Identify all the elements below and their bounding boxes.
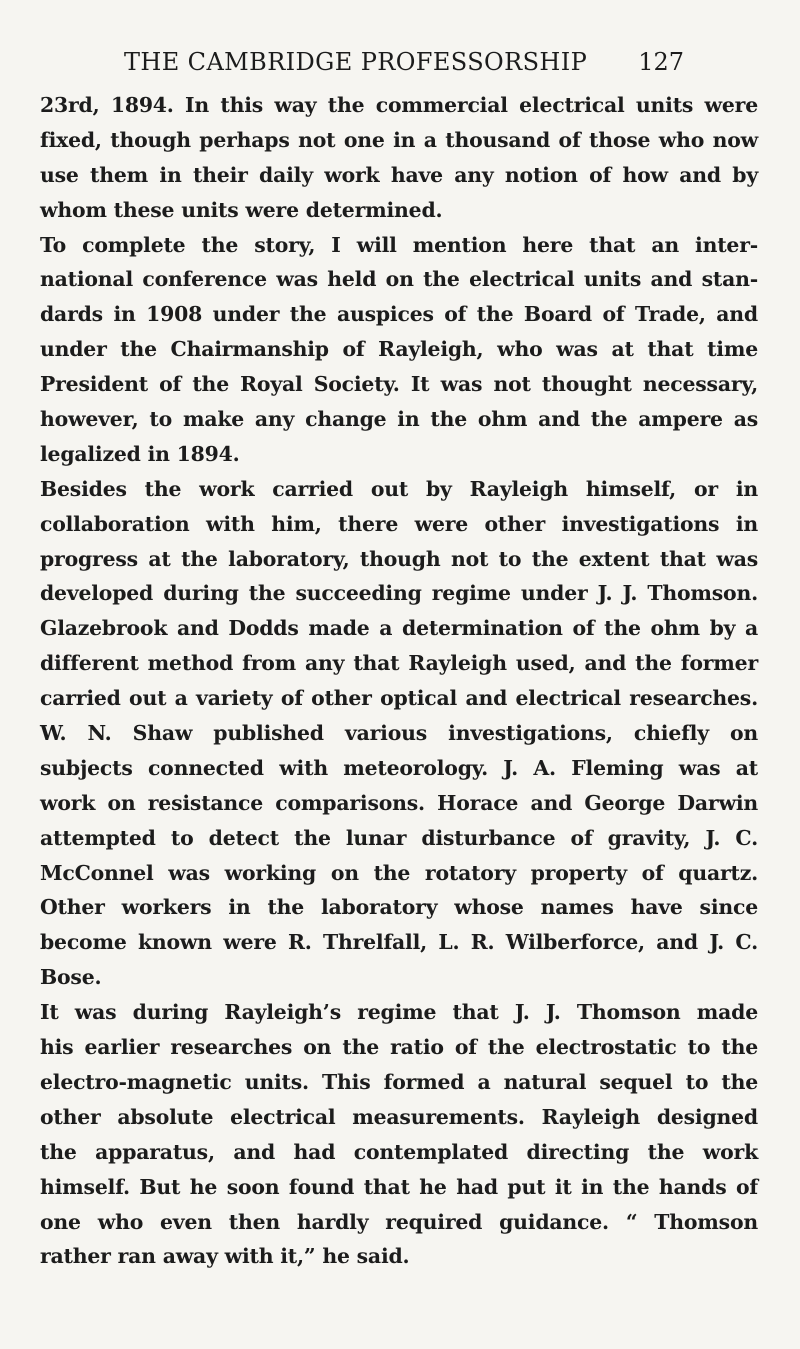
- text-line: whom these units were determined.: [40, 197, 443, 222]
- text-line: collaboration with him, there were other investigations in: [40, 511, 758, 536]
- text-line: his earlier researches on the ratio of the electrostatic to the: [40, 1035, 758, 1060]
- text-line: attempted to detect the lunar disturbance of gravity, J. C.: [40, 825, 758, 850]
- text-line: Glazebrook and Dodds made a determination of the ohm by a: [40, 616, 758, 641]
- text-line: electro-magnetic units. This formed a natural sequel to the: [40, 1069, 758, 1094]
- text-line: the apparatus, and had contemplated directing the work: [40, 1139, 758, 1164]
- text-line: Other workers in the laboratory whose names have since: [40, 895, 758, 920]
- text-line: other absolute electrical measurements. Rayleigh designed: [40, 1104, 758, 1129]
- running-header: [124, 44, 684, 80]
- text-line: however, to make any change in the ohm and the ampere as: [40, 407, 758, 432]
- text-line: use them in their daily work have any notion of how and by: [40, 162, 758, 187]
- running-title: THE CAMBRIDGE PROFESSORSHIP: [124, 48, 588, 76]
- text-line: McConnel was working on the rotatory property of quartz.: [40, 860, 758, 885]
- text-line: himself. But he soon found that he had put it in the hands of: [40, 1174, 758, 1199]
- text-line: under the Chairmanship of Rayleigh, who was at that time: [40, 337, 758, 362]
- text-line: 23rd, 1894. In this way the commercial electrical units were: [40, 93, 758, 117]
- text-line: President of the Royal Society. It was not thought necessary,: [40, 372, 758, 397]
- text-line: subjects connected with meteorology. J. A. Fleming was at: [40, 755, 758, 780]
- text-line: It was during Rayleigh’s regime that J. J. Thomson made: [40, 1000, 758, 1025]
- text-line: carried out a variety of other optical and electrical researches.: [40, 686, 758, 711]
- text-line: W. N. Shaw published various investigations, chiefly on: [40, 721, 758, 746]
- text-line: Besides the work carried out by Rayleigh himself, or in: [40, 476, 758, 501]
- text-line: To complete the story, I will mention here that an inter-: [40, 232, 758, 257]
- body-text: [40, 88, 758, 1274]
- text-line: one who even then hardly required guidance. “ Thomson: [40, 1209, 758, 1234]
- text-line: become known were R. Threlfall, L. R. Wilberforce, and J. C.: [40, 930, 758, 955]
- text-line: national conference was held on the electrical units and stan-: [40, 267, 758, 292]
- text-line: developed during the succeeding regime under J. J. Thomson.: [40, 581, 758, 606]
- text-line: legalized in 1894.: [40, 441, 240, 466]
- text-line: progress at the laboratory, though not to the extent that was: [40, 546, 758, 571]
- text-line: fixed, though perhaps not one in a thousand of those who now: [40, 127, 758, 152]
- text-line: Bose.: [40, 965, 102, 990]
- page-number: 127: [638, 48, 684, 76]
- text-line: dards in 1908 under the auspices of the Board of Trade, and: [40, 302, 758, 327]
- text-line: different method from any that Rayleigh used, and the former: [40, 651, 758, 676]
- text-line: rather ran away with it,” he said.: [40, 1244, 410, 1269]
- text-line: work on resistance comparisons. Horace and George Darwin: [40, 790, 758, 815]
